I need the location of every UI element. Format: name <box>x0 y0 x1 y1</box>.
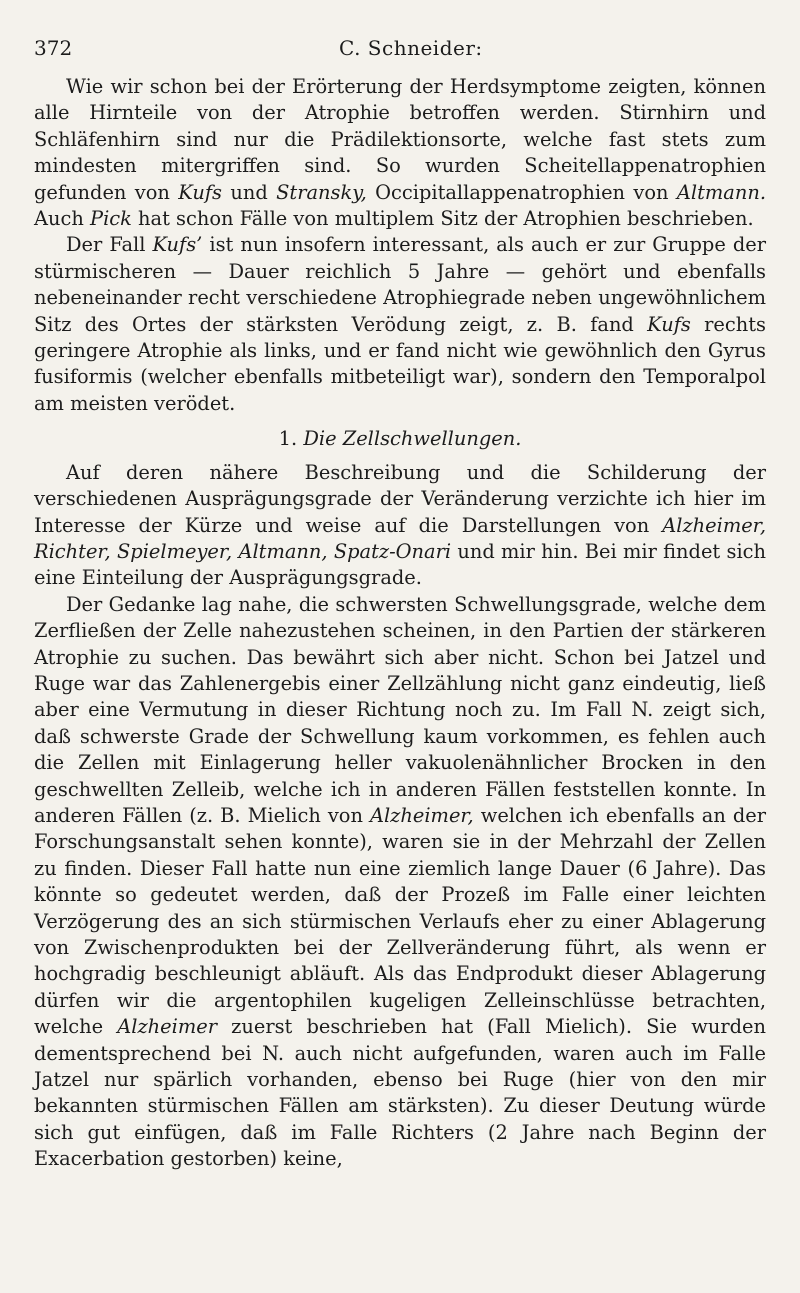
text-run: ist nun insofern interessant, als auch er zur Gruppe der stürmischeren — Dauer reichlich 5 Jahre — gehört und ebenfalls nebeneinander recht verschiedene Atrophiegrade neben ungewöhnlichem Sitz des Ortes der stärksten Verödung zeigt, z. B. fand <box>34 233 766 336</box>
text-run: Occipitallappenatrophien von <box>366 180 677 204</box>
text-run: Auch <box>34 207 91 231</box>
italic-name: Kufs <box>647 312 691 336</box>
paragraph-1 <box>34 74 766 232</box>
body-text <box>34 74 766 1173</box>
text-run: welchen ich ebenfalls an der Forschungsanstalt sehen konnte), waren sie in der Mehrzahl der Zellen zu finden. Dieser Fall hatte nun eine ziemlich lange Dauer (6 Jahre). Das könnte so gedeutet werden, daß der Prozeß im Falle einer leichten Verzögerung des an sich stürmischen Verlaufs eher zu einer Ablagerung von Zwischenprodukten bei der Zellveränderung führt, als wenn er hochgradig beschleunigt abläuft. Als das Endprodukt dieser Ablagerung dürfen wir die argentophilen kugeligen Zelleinschlüsse betrachten, welche <box>34 803 766 1039</box>
text-run: Auf deren nähere Beschreibung und die Schilderung der verschiedenen Ausprägungsgrade der Veränderung verzichte ich hier im Interesse der Kürze und weise auf die Darstellungen von <box>34 460 766 537</box>
section-heading <box>34 426 766 452</box>
italic-name: Alzheimer, <box>369 803 474 827</box>
paragraph-4 <box>34 592 766 1173</box>
italic-name: Spielmeyer, <box>117 539 233 563</box>
text-run: und <box>221 180 277 204</box>
italic-name: Kufs <box>178 180 222 204</box>
page-number: 372 <box>34 36 73 60</box>
text-run: hat schon Fälle von multiplem Sitz der Atrophien beschrieben. <box>131 207 754 231</box>
text-run: zuerst beschrieben hat (Fall Mielich). Sie wurden dementsprechend bei N. auch nicht aufgefunden, waren auch im Falle Jatzel nur spärlich vorhanden, ebenso bei Ruge (hier von den mir bekannten stürmischen Fällen am stärksten). Zu dieser Deutung würde sich gut einfügen, daß im Falle Richters (2 Jahre nach Beginn der Exacerbation gestorben) keine, <box>34 1015 767 1171</box>
text-run: Wie wir schon bei der Erörterung der Herdsymptome zeigten, können alle Hirnteile von der Atrophie betroffen werden. Stirnhirn und Schläfenhirn sind nur die Prädilektionsorte, welche fast stets zum mindesten mitergriffen sind. So wurden Scheitellappenatrophien gefunden von <box>34 75 766 204</box>
paragraph-2 <box>34 232 766 417</box>
italic-name: Pick <box>90 207 132 231</box>
italic-name: Spatz-Onari <box>333 539 452 563</box>
section-title: Die Zellschwellungen. <box>303 427 522 451</box>
running-head <box>34 30 766 66</box>
italic-name: Altmann, <box>238 539 328 563</box>
paragraph-3 <box>34 460 766 592</box>
text-run: rechts geringere Atrophie als links, und er fand nicht wie gewöhnlich den Gyrus fusiformis (welcher ebenfalls mitbeteiligt war), sondern den Temporalpol am meisten verödet. <box>34 312 766 415</box>
text-run: Der Gedanke lag nahe, die schwersten Schwellungsgrade, welche dem Zerfließen der Zelle nahezustehen scheinen, in den Partien der stärkeren Atrophie zu suchen. Das bewährt sich aber nicht. Schon bei Jatzel und Ruge war das Zahlenergebis einer Zellzählung nicht ganz eindeutig, ließ aber eine Vermutung in dieser Richtung noch zu. Im Fall N. zeigt sich, daß schwerste Grade der Schwellung kaum vorkommen, es fehlen auch die Zellen mit Einlagerung heller vakuolenähnlicher Brocken in den geschwellten Zelleib, welche ich in anderen Fällen feststellen konnte. In anderen Fällen (z. B. Mielich von <box>34 592 766 827</box>
text-run: und mir hin. Bei mir findet sich eine Einteilung der Ausprägungsgrade. <box>34 539 766 590</box>
italic-name: Alzheimer, <box>662 513 766 537</box>
running-title: C. Schneider: <box>339 36 483 60</box>
section-number: 1. <box>278 427 298 451</box>
text-run: Der Fall <box>66 233 153 257</box>
italic-name: Kufs’ <box>152 233 203 257</box>
italic-name: Alzheimer <box>117 1015 217 1039</box>
italic-name: Altmann. <box>676 180 766 204</box>
italic-name: Richter, <box>34 539 111 563</box>
italic-name: Stransky, <box>276 180 367 204</box>
